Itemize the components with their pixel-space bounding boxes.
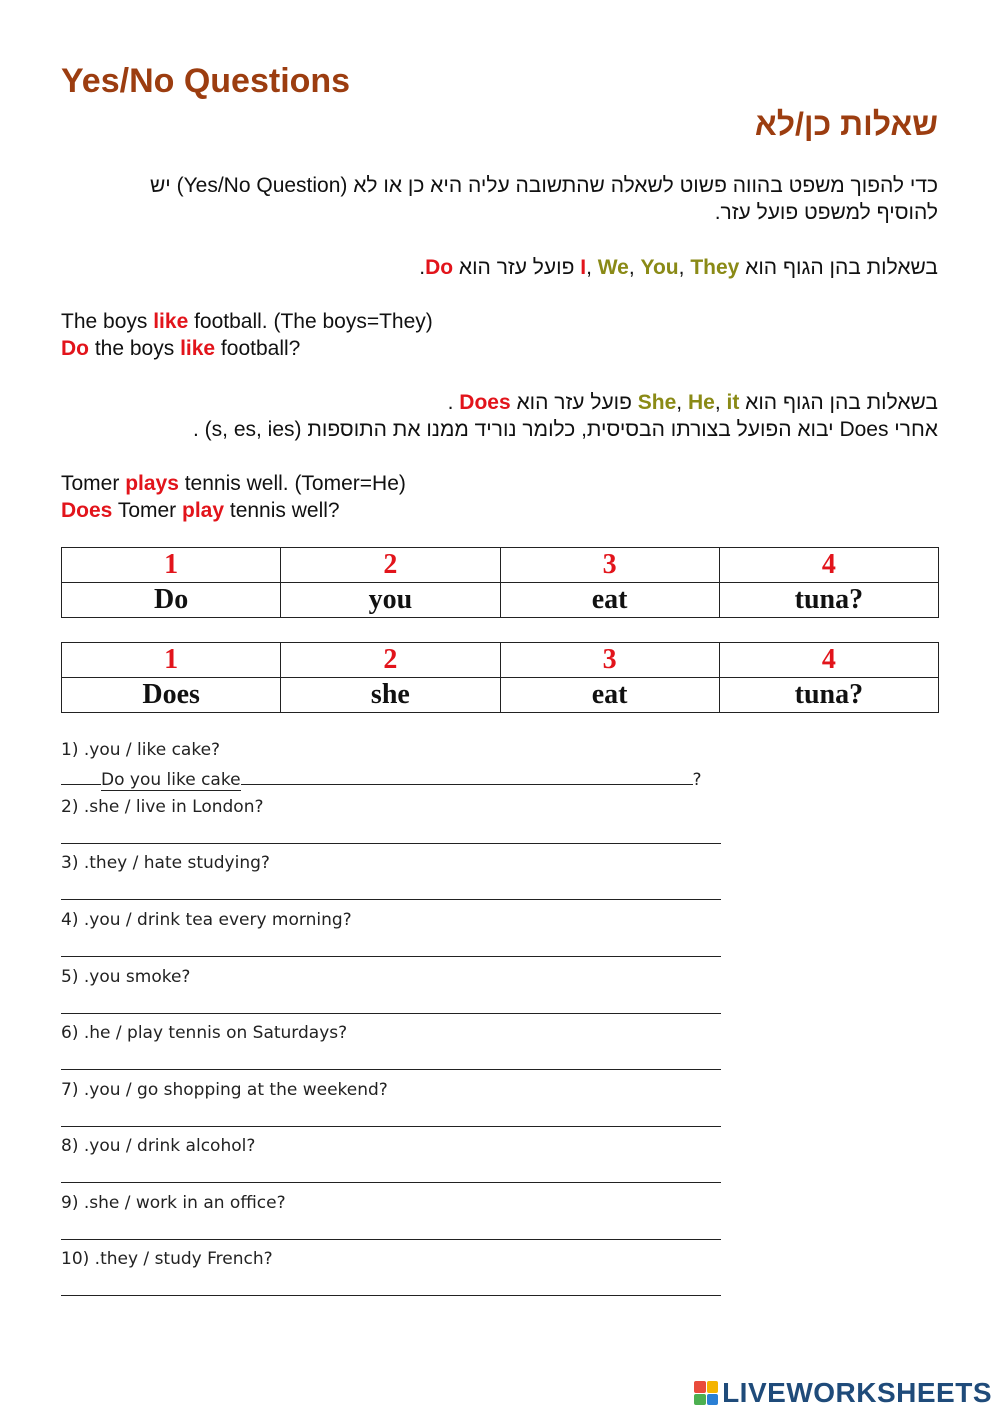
table-row-words (62, 678, 939, 713)
blank-underline (61, 768, 101, 785)
word-order-table-does (61, 642, 939, 713)
answer-line-4[interactable] (61, 956, 721, 957)
question-2: 2) .she / live in London? (61, 797, 264, 817)
table-cell: you (281, 583, 500, 618)
text-segment: . (447, 391, 460, 414)
answer-1-filled[interactable] (61, 768, 702, 790)
answer-line-7[interactable] (61, 1126, 721, 1127)
answer-1-text: Do you like cake (101, 770, 241, 790)
table-cell: 3 (500, 548, 719, 583)
logo-square (694, 1381, 706, 1393)
blank-underline (241, 768, 693, 785)
table-cell: Do (62, 583, 281, 618)
text-segment: football? (215, 337, 301, 360)
aux-do: Do (425, 256, 454, 279)
page-title: Yes/No Questions (61, 62, 351, 100)
table-cell: eat (500, 678, 719, 713)
rule-does-line-1: בשאלות בהן הגוף הוא She, He, it פועל עזר הוא Does . (447, 391, 938, 414)
logo-square (694, 1394, 706, 1406)
table-cell: 4 (719, 548, 938, 583)
aux-highlight: Does (61, 499, 113, 522)
logo-text: LIVEWORKSHEETS (722, 1377, 992, 1408)
table-cell: tuna? (719, 678, 938, 713)
page-title-hebrew: שאלות כן/לא (754, 106, 938, 142)
answer-line-9[interactable] (61, 1239, 721, 1240)
table-cell: 1 (62, 548, 281, 583)
aux-highlight: Do (61, 337, 89, 360)
intro-text (58, 172, 938, 226)
answer-line-3[interactable] (61, 899, 721, 900)
question-6: 6) .he / play tennis on Saturdays? (61, 1023, 348, 1043)
rule-do-prefix: בשאלות בהן הגוף הוא (739, 256, 938, 279)
table-row-numbers (62, 548, 939, 583)
question-9: 9) .she / work in an office? (61, 1193, 286, 1213)
question-5: 5) .you smoke? (61, 967, 191, 987)
question-4: 4) .you / drink tea every morning? (61, 910, 352, 930)
pronoun-you: You (640, 256, 679, 279)
table-row-words (62, 583, 939, 618)
rule-does-line-2: אחרי Does יבוא הפועל בצורתו הבסיסית, כלומר נוריד ממנו את התוספות (s, es, ies) . (192, 418, 938, 441)
text-segment: Tomer (61, 472, 126, 495)
table-cell: eat (500, 583, 719, 618)
table-cell: Does (62, 678, 281, 713)
table-cell: 3 (500, 643, 719, 678)
text-segment: The boys (61, 310, 154, 333)
verb-highlight: like (180, 337, 216, 360)
text-segment: the boys (89, 337, 181, 360)
liveworksheets-logo[interactable] (694, 1377, 992, 1409)
text-segment: בשאלות בהן הגוף הוא (739, 391, 938, 414)
pronoun-they: They (690, 256, 740, 279)
example-does-sentence (61, 470, 406, 497)
answer-line-8[interactable] (61, 1182, 721, 1183)
verb-highlight: like (153, 310, 189, 333)
pronoun-she: She (637, 391, 677, 414)
rule-does (58, 389, 938, 443)
logo-square (707, 1381, 719, 1393)
example-does-question (61, 497, 406, 524)
text-segment: Tomer (112, 499, 182, 522)
answer-line-2[interactable] (61, 843, 721, 844)
example-do-question (61, 335, 433, 362)
answer-line-10[interactable] (61, 1295, 721, 1296)
pronoun-he: He (687, 391, 715, 414)
table-cell: 4 (719, 643, 938, 678)
table-row-numbers (62, 643, 939, 678)
verb-highlight: play (182, 499, 225, 522)
logo-mark-icon (694, 1381, 718, 1405)
table-cell: tuna? (719, 583, 938, 618)
table-cell: she (281, 678, 500, 713)
question-3: 3) .they / hate studying? (61, 853, 270, 873)
question-8: 8) .you / drink alcohol? (61, 1136, 256, 1156)
aux-does: Does (459, 391, 511, 414)
text-segment: tennis well? (224, 499, 340, 522)
verb-highlight: plays (125, 472, 179, 495)
logo-square (707, 1394, 719, 1406)
text-segment: פועל עזר הוא (510, 391, 638, 414)
rule-do-end: . (419, 256, 426, 279)
rule-do-mid: פועל עזר הוא (453, 256, 581, 279)
table-cell: 1 (62, 643, 281, 678)
answer-1-end: ? (692, 770, 702, 790)
answer-line-5[interactable] (61, 1013, 721, 1014)
table-cell: 2 (281, 643, 500, 678)
example-does (61, 470, 406, 524)
pronoun-i: I (580, 256, 587, 279)
example-do (61, 308, 433, 362)
question-1: 1) .you / like cake? (61, 740, 221, 760)
word-order-table-do (61, 547, 939, 618)
pronoun-it: it (726, 391, 740, 414)
question-7: 7) .you / go shopping at the weekend? (61, 1080, 388, 1100)
text-segment: football. (The boys=They) (188, 310, 433, 333)
rule-do: בשאלות בהן הגוף הוא I, We, You, They פועל עזר הוא Do. (419, 256, 938, 279)
pronoun-we: We (597, 256, 629, 279)
example-do-sentence (61, 308, 433, 335)
text-segment: tennis well. (Tomer=He) (178, 472, 406, 495)
intro-line-2: להוסיף למשפט פועל עזר. (714, 201, 938, 224)
question-10: 10) .they / study French? (61, 1249, 273, 1269)
intro-line-1: כדי להפוך משפט בהווה פשוט לשאלה שהתשובה עליה היא כן או לא (Yes/No Question) יש (149, 174, 938, 197)
table-cell: 2 (281, 548, 500, 583)
answer-line-6[interactable] (61, 1069, 721, 1070)
